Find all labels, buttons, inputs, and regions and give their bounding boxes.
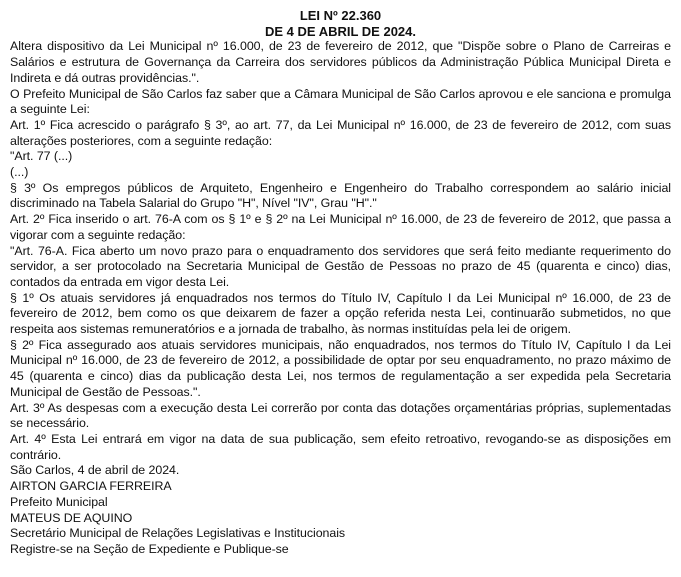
place-date: São Carlos, 4 de abril de 2024. xyxy=(10,463,180,478)
paragraph-1: § 1º Os atuais servidores já enquadrados nos termos do Título IV, Capítulo I da Lei Municipal nº 16.000, de 23 de fevereiro de 2012, bem como os que deixarem de fazer a opção referida nesta Lei, continuarão submetidos, no que respeita aos sistemas remuneratórios e a jornada de trabalho, às normas instituídas pela lei de origem. xyxy=(10,290,671,337)
signatory-mayor-name: AIRTON GARCIA FERREIRA xyxy=(10,479,172,494)
article-1: Art. 1º Fica acrescido o parágrafo § 3º, ao art. 77, da Lei Municipal nº 16.000, de 23 de fevereiro de 2012, com suas alterações posteriores, com a seguinte redação: xyxy=(10,117,671,148)
enactment-clause: O Prefeito Municipal de São Carlos faz saber que a Câmara Municipal de São Carlos aprovou e ele sanciona e promulga a seguinte Lei: xyxy=(10,86,671,117)
signatory-mayor-title: Prefeito Municipal xyxy=(10,494,108,509)
signatory-secretary-title: Secretário Municipal de Relações Legislativas e Institucionais xyxy=(10,526,346,541)
quoted-article-77: "Art. 77 (...) xyxy=(10,149,73,164)
article-2: Art. 2º Fica inserido o art. 76-A com os § 1º e § 2º na Lei Municipal nº 16.000, de 23 de fevereiro de 2012, que passa a vigorar com a seguinte redação: xyxy=(10,212,671,242)
paragraph-2: § 2º Fica assegurado aos atuais servidores municipais, não enquadrados, nos termos do Título IV, Capítulo I da Lei Municipal nº 16.000, de 23 de fevereiro de 2012, a possibilidade de optar por seu enquadramento, no prazo máximo de 45 (quarenta e cinco) dias da publicação desta Lei, nos termos de regulamentação a ser expedida pela Secretaria Municipal de Gestão de Pessoas.". xyxy=(10,337,671,399)
law-summary: Altera dispositivo da Lei Municipal nº 16.000, de 23 de fevereiro de 2012, que "Dispõe sobre o Plano de Carreiras e Salários e estrutura de Governança da Carreira dos servidores públicos da Administração Pública Municipal Direta e Indireta e dá outras providências.". xyxy=(10,39,671,85)
signatory-secretary-name: MATEUS DE AQUINO xyxy=(10,510,133,525)
law-title-number: LEI Nº 22.360 xyxy=(299,8,382,23)
registration-note: Registre-se na Seção de Expediente e Publique-se xyxy=(10,541,289,556)
law-title-date: DE 4 DE ABRIL DE 2024. xyxy=(265,23,416,39)
article-4: Art. 4º Esta Lei entrará em vigor na data de sua publicação, sem efeito retroativo, revogando-se as disposições em contrário. xyxy=(10,431,671,462)
article-76a: "Art. 76-A. Fica aberto um novo prazo para o enquadramento dos servidores que será feito mediante requerimento do servidor, a ser protocolado na Secretaria Municipal de Gestão de Pessoas no prazo de 45 (quarenta e cinco) dias, contados da entrada em vigor desta Lei. xyxy=(10,243,671,289)
ellipsis-line: (...) xyxy=(10,165,29,180)
article-3: Art. 3º As despesas com a execução desta Lei correrão por conta das dotações orçamentárias próprias, suplementadas se necessário. xyxy=(10,400,671,431)
paragraph-3: § 3º Os empregos públicos de Arquiteto, Engenheiro e Engenheiro do Trabalho correspondem ao salário inicial discriminado na Tabela Salarial do Grupo "H", Nível "IV", Grau "H"." xyxy=(10,180,671,211)
